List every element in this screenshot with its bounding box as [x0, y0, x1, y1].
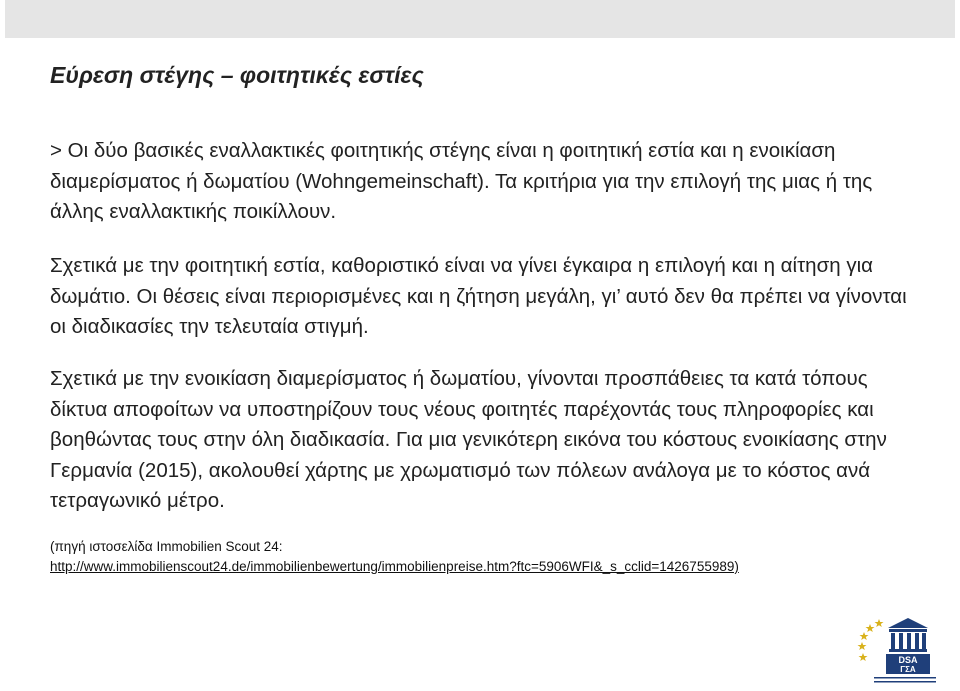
header-bar — [5, 0, 955, 38]
source-label: (πηγή ιστοσελίδα Immobilien Scout 24: — [50, 539, 283, 554]
logo-text-dsa: DSA — [898, 655, 918, 665]
source-note — [50, 537, 910, 577]
slide-title: Εύρεση στέγης – φοιτητικές εστίες — [50, 62, 424, 88]
paragraph-apartment-rental: Σχετικά με την ενοικίαση διαμερίσματος ή δωματίου, γίνονται προσπάθειες τα κατά τόπους δίκτυα αποφοίτων να υποστηρίζουν τους νέους φοιτητές παρέχοντάς τους πληροφορίες και βοηθώντας τους στην όλη διαδικασία. Για μια γενικότερη εικόνα του κόστους ενοικίασης στην Γερμανία (2015), ακολουθεί χάρτης με χρωματισμό των πόλεων ανάλογα με το κόστος ανά τετραγωνικό μέτρο. — [50, 367, 887, 512]
school-logo — [856, 614, 936, 686]
stars-icon — [858, 619, 884, 661]
source-link[interactable]: http://www.immobilienscout24.de/immobilienbewertung/immobilienpreise.htm?ftc=5906WFI&_s_cclid=1426755989) — [50, 559, 739, 574]
temple-icon — [888, 618, 928, 652]
logo-text-gsa: ΓΣΑ — [900, 665, 916, 674]
paragraph-housing-options: > Οι δύο βασικές εναλλακτικές φοιτητικής στέγης είναι η φοιτητική εστία και η ενοικίαση διαμερίσματος ή δωματίου (Wohngemeinschaft). Τα κριτήρια για την επιλογή της μιας ή της άλλης εναλλακτικής ποικίλλουν. — [50, 139, 873, 223]
paragraph-student-residence: Σχετικά με την φοιτητική εστία, καθοριστικό είναι να γίνει έγκαιρα η επιλογή και η αίτηση για δωμάτιο. Οι θέσεις είναι περιορισμένες και η ζήτηση μεγάλη, γι’ αυτό δεν θα πρέπει να γίνονται οι διαδικασίες την τελευταία στιγμή. — [50, 254, 907, 338]
